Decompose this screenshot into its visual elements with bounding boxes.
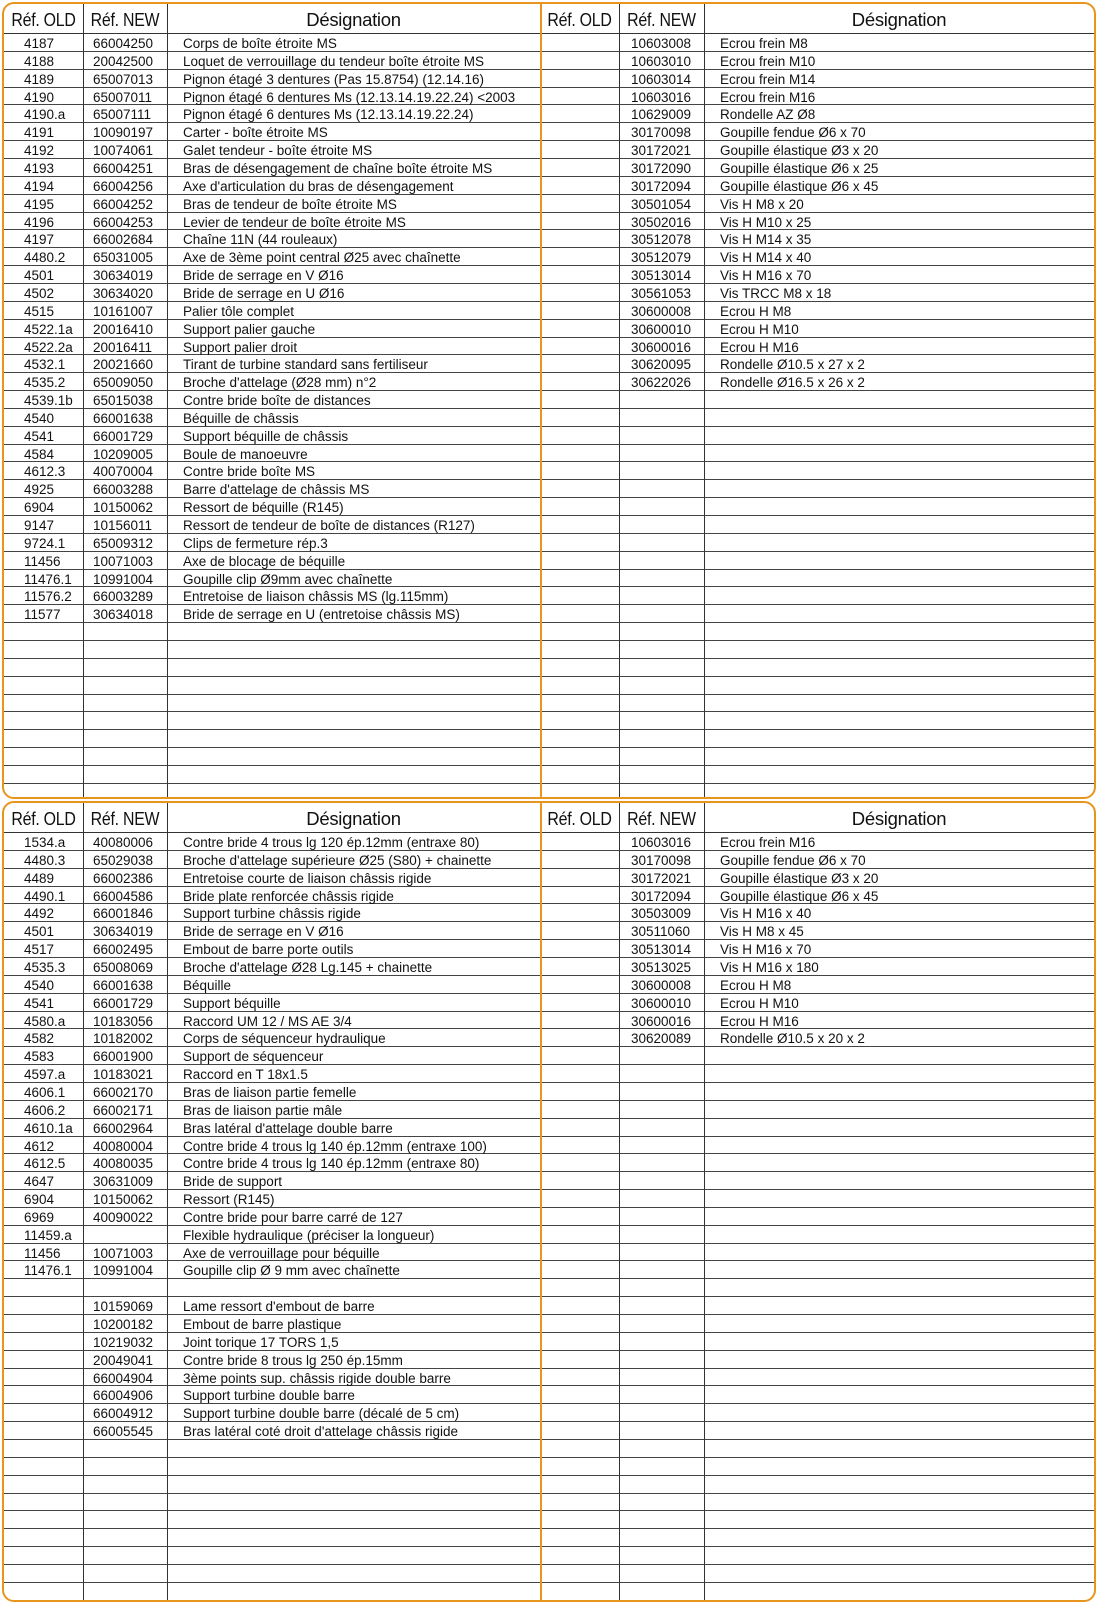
ref-new-cell: 10161007 [93, 303, 154, 319]
ref-new-cell: 66001729 [93, 428, 154, 444]
ref-new-cell: 40080004 [93, 1138, 154, 1154]
ref-new-cell: 66002171 [93, 1102, 154, 1118]
designation-cell: Boule de manoeuvre [183, 446, 308, 462]
ref-new-cell: 20049041 [93, 1352, 154, 1368]
designation-cell: Bras de désengagement de chaîne boîte étroite MS [183, 161, 493, 176]
ref-old-cell: 4539.1b [24, 393, 73, 408]
ref-new-cell: 30634020 [93, 285, 154, 301]
ref-new-cell: 66002964 [93, 1120, 154, 1136]
designation-cell: Goupille élastique Ø3 x 20 [720, 143, 879, 159]
designation-cell: Support de séquenceur [183, 1049, 324, 1065]
ref-old-cell: 6904 [24, 500, 55, 516]
designation-cell: Vis H M10 x 25 [720, 214, 812, 230]
ref-old-cell: 4515 [24, 303, 55, 319]
designation-cell: Ecrou frein M16 [720, 89, 816, 105]
ref-new-cell: 66005545 [93, 1424, 154, 1440]
designation-cell: Goupille clip Ø9mm avec chaînette [183, 571, 393, 587]
ref-old-cell: 4540 [24, 410, 55, 426]
ref-new-cell: 30622026 [631, 375, 692, 391]
ref-new-cell: 30600016 [631, 339, 692, 355]
ref-new-cell: 30600010 [631, 321, 692, 337]
ref-new-cell: 40070004 [93, 464, 154, 480]
designation-cell: Broche d'attelage Ø28 Lg.145 + chainette [183, 960, 433, 975]
designation-cell: Bride plate renforcée châssis rigide [183, 888, 394, 904]
ref-new-cell: 30172094 [631, 888, 692, 904]
ref-new-cell: 20021660 [93, 357, 154, 373]
designation-cell: Support béquille de châssis [183, 428, 349, 444]
ref-old-cell: 11476.1 [24, 571, 72, 587]
ref-new-cell: 10209005 [93, 446, 154, 462]
ref-old-cell: 11476.1 [24, 1263, 72, 1279]
header-ref-old: Réf. OLD [11, 808, 76, 829]
designation-cell: Ecrou frein M16 [720, 835, 816, 850]
ref-new-cell: 65008069 [93, 960, 154, 975]
parts-table-top [2, 2, 1096, 799]
ref-new-cell: 30512079 [631, 250, 692, 266]
designation-cell: Barre d'attelage de châssis MS [183, 482, 370, 498]
designation-cell: Bride de serrage en V Ø16 [183, 268, 344, 284]
ref-old-cell: 4612.3 [24, 464, 66, 480]
ref-new-cell: 10219032 [93, 1334, 154, 1350]
ref-old-cell: 4522.1a [24, 321, 73, 337]
parts-table-bottom [2, 801, 1096, 1602]
header-designation: Désignation [306, 808, 401, 829]
designation-cell: Vis H M8 x 20 [720, 196, 804, 212]
ref-new-cell: 30634019 [93, 268, 154, 284]
ref-old-cell: 11576.2 [24, 589, 72, 605]
designation-cell: Support palier gauche [183, 321, 316, 337]
ref-old-cell: 4522.2a [24, 339, 73, 355]
ref-new-cell: 10200182 [93, 1317, 154, 1332]
designation-cell: Bras de liaison partie mâle [183, 1102, 343, 1118]
ref-old-cell: 4606.2 [24, 1102, 66, 1118]
designation-cell: Entretoise de liaison châssis MS (lg.115mm) [183, 589, 449, 605]
ref-new-cell: 65031005 [93, 250, 154, 266]
designation-cell: Vis H M16 x 70 [720, 942, 812, 958]
ref-old-cell: 4532.1 [24, 357, 66, 373]
header-ref-new: Réf. NEW [627, 808, 696, 829]
ref-old-cell: 4647 [24, 1174, 55, 1190]
ref-new-cell: 30502016 [631, 214, 692, 230]
designation-cell: Support béquille [183, 995, 281, 1011]
ref-new-cell: 10156011 [93, 518, 153, 533]
ref-old-cell: 11456 [24, 553, 61, 569]
designation-cell: Broche d'attelage supérieure Ø25 (S80) + chainette [183, 852, 492, 868]
header-designation: Désignation [851, 808, 947, 829]
ref-new-cell: 30600016 [631, 1013, 692, 1029]
designation-cell: Ecrou H M10 [720, 995, 799, 1011]
column-divider [704, 4, 705, 797]
designation-cell: Vis H M16 x 70 [720, 268, 812, 284]
ref-new-cell: 66001900 [93, 1049, 154, 1065]
ref-new-cell: 10182002 [93, 1031, 154, 1047]
designation-cell: Support turbine double barre [183, 1388, 355, 1404]
ref-new-cell: 30600008 [631, 303, 692, 319]
designation-cell: Ecrou frein M10 [720, 53, 816, 69]
ref-new-cell: 66004904 [93, 1370, 154, 1386]
designation-cell: Entretoise courte de liaison châssis rigide [183, 870, 432, 886]
ref-new-cell: 66003288 [93, 482, 154, 498]
designation-cell: 3ème points sup. châssis rigide double barre [183, 1370, 451, 1386]
column-divider [704, 803, 705, 1600]
ref-old-cell: 6904 [24, 1192, 55, 1207]
designation-cell: Rondelle Ø16.5 x 26 x 2 [720, 375, 865, 391]
ref-new-cell: 40090022 [93, 1209, 154, 1225]
designation-cell: Flexible hydraulique (préciser la longueur) [183, 1227, 435, 1243]
designation-cell: Palier tôle complet [183, 303, 295, 319]
ref-old-cell: 4190.a [24, 107, 66, 123]
designation-cell: Bras latéral coté droit d'attelage châssis rigide [183, 1424, 458, 1440]
ref-old-cell: 4489 [24, 870, 55, 886]
ref-new-cell: 10603008 [631, 36, 692, 51]
ref-old-cell: 11459.a [24, 1227, 72, 1243]
ref-old-cell: 4606.1 [24, 1084, 66, 1100]
designation-cell: Chaîne 11N (44 rouleaux) [183, 232, 338, 248]
designation-cell: Contre bride boîte de distances [183, 393, 371, 408]
ref-old-cell: 4540 [24, 977, 55, 993]
ref-old-cell: 4196 [24, 214, 55, 230]
designation-cell: Contre bride pour barre carré de 127 [183, 1209, 403, 1225]
designation-cell: Corps de boîte étroite MS [183, 36, 337, 51]
ref-old-cell: 4541 [24, 995, 55, 1011]
ref-old-cell: 4480.3 [24, 852, 66, 868]
ref-new-cell: 10991004 [93, 1263, 154, 1279]
ref-new-cell: 65009050 [93, 375, 154, 391]
designation-cell: Goupille clip Ø 9 mm avec chaînette [183, 1263, 400, 1279]
ref-new-cell: 65015038 [93, 393, 154, 408]
designation-cell: Embout de barre porte outils [183, 942, 354, 958]
ref-new-cell: 66002684 [93, 232, 154, 248]
designation-cell: Bride de serrage en V Ø16 [183, 924, 344, 940]
designation-cell: Bras de liaison partie femelle [183, 1084, 357, 1100]
header-ref-old: Réf. OLD [547, 9, 612, 30]
header-ref-new: Réf. NEW [627, 9, 696, 30]
ref-old-cell: 4535.2 [24, 375, 66, 391]
ref-new-cell: 66004256 [93, 178, 154, 194]
ref-new-cell: 10603014 [631, 71, 692, 87]
designation-cell: Goupille élastique Ø6 x 25 [720, 161, 879, 176]
header-designation: Désignation [306, 9, 401, 30]
designation-cell: Vis H M14 x 35 [720, 232, 812, 248]
ref-new-cell: 10991004 [93, 571, 154, 587]
designation-cell: Tirant de turbine standard sans fertiliseur [183, 357, 428, 373]
ref-new-cell: 30172090 [631, 161, 692, 176]
designation-cell: Levier de tendeur de boîte étroite MS [183, 214, 406, 230]
designation-cell: Loquet de verrouillage du tendeur boîte étroite MS [183, 53, 484, 69]
column-divider [619, 4, 620, 797]
ref-new-cell: 30170098 [631, 125, 692, 141]
header-ref-new: Réf. NEW [90, 9, 160, 30]
designation-cell: Axe de blocage de béquille [183, 553, 346, 569]
ref-old-cell: 4612.5 [24, 1156, 66, 1172]
ref-old-cell: 4197 [24, 232, 55, 248]
ref-new-cell: 66004251 [93, 161, 154, 176]
ref-new-cell: 65007011 [93, 89, 153, 105]
ref-new-cell: 30634018 [93, 607, 154, 623]
ref-new-cell: 10074061 [93, 143, 154, 159]
designation-cell: Bride de serrage en U Ø16 [183, 285, 345, 301]
ref-old-cell: 4502 [24, 285, 55, 301]
ref-new-cell: 20042500 [93, 53, 154, 69]
ref-new-cell: 10603016 [631, 89, 692, 105]
designation-cell: Axe de 3ème point central Ø25 avec chaînette [183, 250, 461, 266]
ref-new-cell: 10159069 [93, 1299, 154, 1315]
designation-cell: Contre bride boîte MS [183, 464, 316, 480]
ref-new-cell: 66001638 [93, 977, 154, 993]
ref-new-cell: 20016410 [93, 321, 154, 337]
ref-old-cell: 4194 [24, 178, 55, 194]
designation-cell: Goupille fendue Ø6 x 70 [720, 852, 866, 868]
designation-cell: Ressort (R145) [183, 1192, 275, 1207]
designation-cell: Axe d'articulation du bras de désengagement [183, 178, 454, 194]
ref-new-cell: 66002495 [93, 942, 154, 958]
ref-old-cell: 1534.a [24, 835, 66, 850]
column-divider [619, 803, 620, 1600]
ref-new-cell: 30172021 [631, 143, 692, 159]
designation-cell: Goupille fendue Ø6 x 70 [720, 125, 866, 141]
ref-old-cell: 4610.1a [24, 1120, 73, 1136]
designation-cell: Ressort de tendeur de boîte de distances (R127) [183, 518, 475, 533]
ref-old-cell: 4189 [24, 71, 55, 87]
designation-cell: Embout de barre plastique [183, 1317, 342, 1332]
ref-old-cell: 11456 [24, 1245, 61, 1261]
ref-new-cell: 66004586 [93, 888, 154, 904]
ref-new-cell: 10150062 [93, 1192, 154, 1207]
designation-cell: Support turbine double barre (décalé de 5 cm) [183, 1406, 460, 1422]
designation-cell: Vis TRCC M8 x 18 [720, 285, 832, 301]
ref-new-cell: 30561053 [631, 285, 692, 301]
designation-cell: Vis H M8 x 45 [720, 924, 804, 940]
designation-cell: Raccord UM 12 / MS AE 3/4 [183, 1013, 352, 1029]
designation-cell: Rondelle Ø10.5 x 20 x 2 [720, 1031, 865, 1047]
ref-new-cell: 40080035 [93, 1156, 154, 1172]
ref-old-cell: 4192 [24, 143, 55, 159]
designation-cell: Goupille élastique Ø3 x 20 [720, 870, 879, 886]
designation-cell: Raccord en T 18x1.5 [183, 1067, 308, 1083]
ref-old-cell: 4492 [24, 906, 55, 922]
designation-cell: Goupille élastique Ø6 x 45 [720, 888, 879, 904]
designation-cell: Contre bride 4 trous lg 120 ép.12mm (entraxe 80) [183, 835, 480, 850]
designation-cell: Contre bride 8 trous lg 250 ép.15mm [183, 1352, 403, 1368]
ref-old-cell: 4584 [24, 446, 55, 462]
designation-cell: Ressort de béquille (R145) [183, 500, 344, 516]
ref-new-cell: 66002386 [93, 870, 154, 886]
ref-old-cell: 4195 [24, 196, 55, 212]
ref-new-cell: 65007111 [93, 107, 152, 123]
designation-cell: Ecrou H M16 [720, 339, 799, 355]
designation-cell: Ecrou H M10 [720, 321, 799, 337]
ref-new-cell: 30634019 [93, 924, 154, 940]
column-divider [540, 803, 542, 1600]
ref-old-cell: 4490.1 [24, 888, 66, 904]
ref-old-cell: 4193 [24, 161, 55, 176]
header-ref-new: Réf. NEW [90, 808, 160, 829]
designation-cell: Ecrou frein M14 [720, 71, 816, 87]
ref-new-cell: 66004912 [93, 1406, 154, 1422]
ref-new-cell: 30513014 [631, 268, 692, 284]
designation-cell: Béquille [183, 977, 232, 993]
ref-new-cell: 30631009 [93, 1174, 154, 1190]
designation-cell: Pignon étagé 6 dentures Ms (12.13.14.19.22.24) <2003 [183, 89, 516, 105]
ref-new-cell: 30170098 [631, 852, 692, 868]
ref-new-cell: 40080006 [93, 835, 154, 850]
designation-cell: Vis H M16 x 180 [720, 960, 819, 975]
ref-new-cell: 10629009 [631, 107, 692, 123]
ref-new-cell: 30600008 [631, 977, 692, 993]
designation-cell: Clips de fermeture rép.3 [183, 535, 328, 551]
ref-old-cell: 4597.a [24, 1067, 66, 1083]
ref-old-cell: 4583 [24, 1049, 55, 1065]
ref-old-cell: 4480.2 [24, 250, 66, 266]
ref-new-cell: 30511060 [631, 924, 691, 940]
ref-new-cell: 30620095 [631, 357, 692, 373]
ref-new-cell: 65009312 [93, 535, 154, 551]
ref-new-cell: 66001638 [93, 410, 154, 426]
ref-old-cell: 4187 [24, 36, 55, 51]
designation-cell: Rondelle Ø10.5 x 27 x 2 [720, 357, 865, 373]
designation-cell: Contre bride 4 trous lg 140 ép.12mm (entraxe 100) [183, 1138, 487, 1154]
designation-cell: Vis H M14 x 40 [720, 250, 812, 266]
ref-new-cell: 66003289 [93, 589, 154, 605]
designation-cell: Ecrou frein M8 [720, 36, 808, 51]
ref-new-cell: 20016411 [93, 339, 153, 355]
ref-new-cell: 66001729 [93, 995, 154, 1011]
ref-old-cell: 11577 [24, 607, 61, 623]
designation-cell: Bride de serrage en U (entretoise châssis MS) [183, 607, 460, 623]
designation-cell: Bride de support [183, 1174, 283, 1190]
ref-new-cell: 10603016 [631, 835, 692, 850]
ref-new-cell: 30172021 [631, 870, 692, 886]
designation-cell: Ecrou H M8 [720, 303, 792, 319]
designation-cell: Joint torique 17 TORS 1,5 [183, 1334, 339, 1350]
ref-old-cell: 4582 [24, 1031, 55, 1047]
designation-cell: Rondelle AZ Ø8 [720, 107, 816, 123]
ref-new-cell: 30600010 [631, 995, 692, 1011]
ref-new-cell: 66002170 [93, 1084, 154, 1100]
column-divider [540, 4, 542, 797]
ref-new-cell: 66004252 [93, 196, 154, 212]
ref-new-cell: 30513025 [631, 960, 692, 975]
column-divider [167, 803, 168, 1600]
ref-old-cell: 4535.3 [24, 960, 66, 975]
column-divider [83, 803, 84, 1600]
column-divider [83, 4, 84, 797]
ref-old-cell: 4188 [24, 53, 55, 69]
ref-new-cell: 10090197 [93, 125, 154, 141]
ref-new-cell: 30513014 [631, 942, 692, 958]
designation-cell: Ecrou H M8 [720, 977, 792, 993]
designation-cell: Pignon étagé 3 dentures (Pas 15.8754) (12.14.16) [183, 71, 484, 87]
ref-new-cell: 30620089 [631, 1031, 692, 1047]
ref-old-cell: 9147 [24, 518, 55, 533]
ref-new-cell: 10183021 [93, 1067, 154, 1083]
ref-new-cell: 66001846 [93, 906, 154, 922]
ref-new-cell: 65029038 [93, 852, 154, 868]
ref-old-cell: 4580.a [24, 1013, 66, 1029]
ref-old-cell: 4190 [24, 89, 55, 105]
ref-old-cell: 4612 [24, 1138, 55, 1154]
header-ref-old: Réf. OLD [547, 808, 612, 829]
ref-old-cell: 4501 [24, 924, 55, 940]
designation-cell: Axe de verrouillage pour béquille [183, 1245, 380, 1261]
designation-cell: Support palier droit [183, 339, 298, 355]
ref-old-cell: 6969 [24, 1209, 55, 1225]
designation-cell: Lame ressort d'embout de barre [183, 1299, 375, 1315]
designation-cell: Broche d'attelage (Ø28 mm) n°2 [183, 375, 377, 391]
ref-new-cell: 10071003 [93, 1245, 154, 1261]
ref-new-cell: 66004250 [93, 36, 154, 51]
header-designation: Désignation [851, 9, 947, 30]
ref-new-cell: 10150062 [93, 500, 154, 516]
ref-new-cell: 66004906 [93, 1388, 154, 1404]
ref-old-cell: 9724.1 [24, 535, 66, 551]
designation-cell: Béquille de châssis [183, 410, 299, 426]
ref-new-cell: 65007013 [93, 71, 154, 87]
designation-cell: Corps de séquenceur hydraulique [183, 1031, 386, 1047]
designation-cell: Contre bride 4 trous lg 140 ép.12mm (entraxe 80) [183, 1156, 480, 1172]
designation-cell: Pignon étagé 6 dentures Ms (12.13.14.19.22.24) [183, 107, 474, 123]
designation-cell: Vis H M16 x 40 [720, 906, 812, 922]
ref-old-cell: 4541 [24, 428, 55, 444]
designation-cell: Bras latéral d'attelage double barre [183, 1120, 393, 1136]
ref-new-cell: 30501054 [631, 196, 692, 212]
ref-new-cell: 30172094 [631, 178, 692, 194]
header-ref-old: Réf. OLD [11, 9, 76, 30]
designation-cell: Bras de tendeur de boîte étroite MS [183, 196, 397, 212]
ref-new-cell: 30512078 [631, 232, 692, 248]
ref-new-cell: 66004253 [93, 214, 154, 230]
designation-cell: Support turbine châssis rigide [183, 906, 361, 922]
ref-new-cell: 10183056 [93, 1013, 154, 1029]
column-divider [167, 4, 168, 797]
designation-cell: Carter - boîte étroite MS [183, 125, 328, 141]
designation-cell: Ecrou H M16 [720, 1013, 799, 1029]
ref-new-cell: 30503009 [631, 906, 692, 922]
designation-cell: Galet tendeur - boîte étroite MS [183, 143, 373, 159]
ref-new-cell: 10071003 [93, 553, 154, 569]
ref-old-cell: 4501 [24, 268, 55, 284]
ref-old-cell: 4517 [24, 942, 55, 958]
designation-cell: Goupille élastique Ø6 x 45 [720, 178, 879, 194]
ref-old-cell: 4925 [24, 482, 55, 498]
ref-old-cell: 4191 [24, 125, 55, 141]
ref-new-cell: 10603010 [631, 53, 692, 69]
